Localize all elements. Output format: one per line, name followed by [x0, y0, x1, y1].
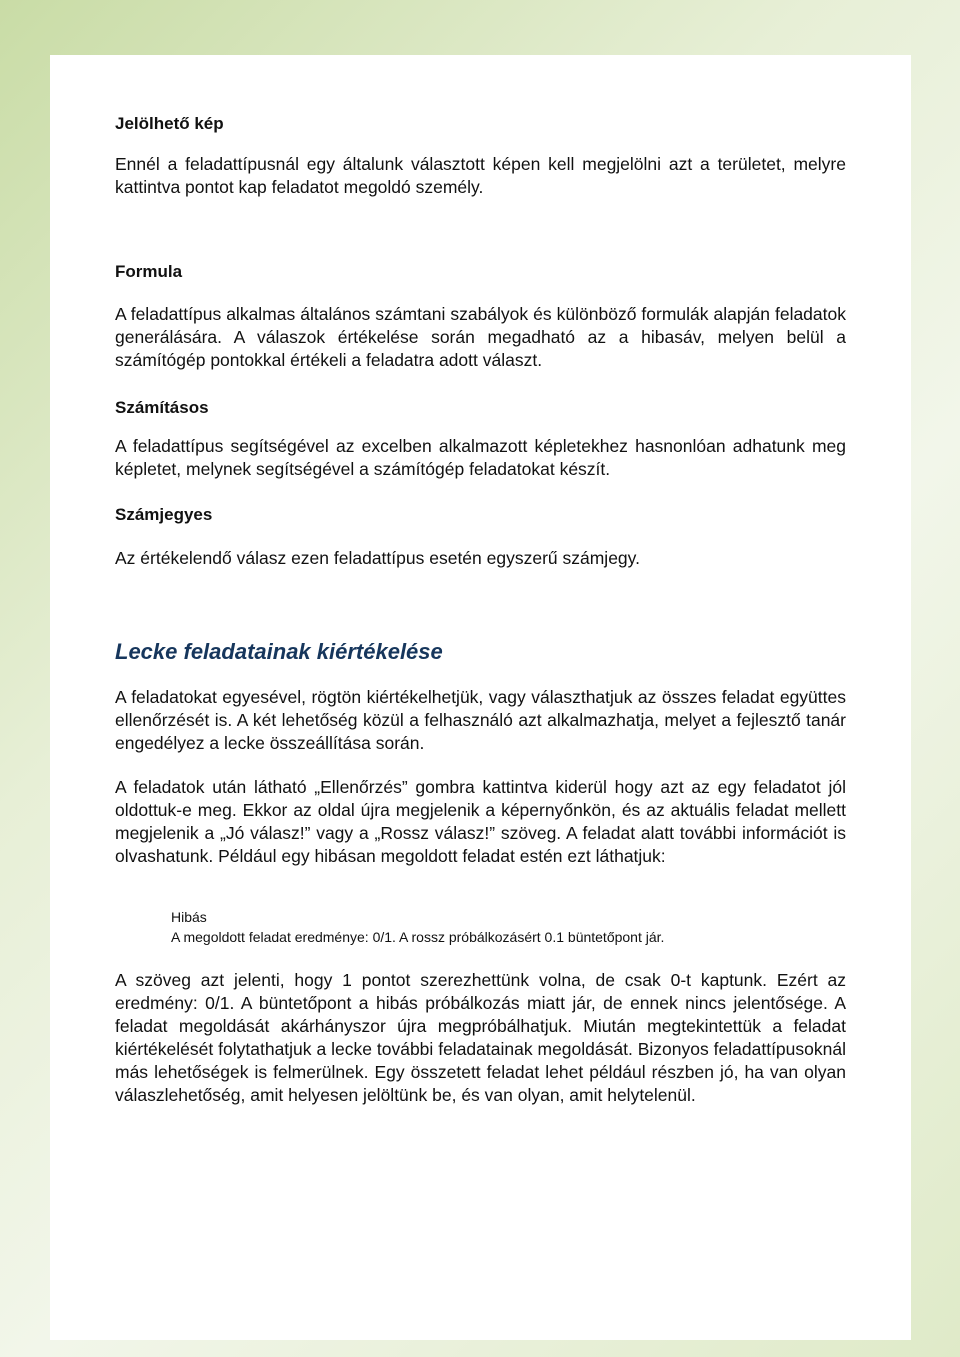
- section-title: Formula: [115, 262, 183, 281]
- section-szamitasos: [115, 397, 846, 419]
- section-title: Számításos: [115, 398, 209, 417]
- section-text: A feladattípus alkalmas általános számtani szabályok és különböző formulák alapján feladatok generálására. A válaszok értékelése során megadható az a hibasáv, melyen belül a számítógép pontokkal értékeli a feladatra adott választ.: [115, 304, 846, 370]
- lesson-heading-block: [115, 639, 846, 665]
- lesson-paragraph-3: [115, 969, 846, 1107]
- note-text: A megoldott feladat eredménye: 0/1. A rossz próbálkozásért 0.1 büntetőpont jár.: [171, 929, 665, 945]
- document-page: [50, 55, 911, 1340]
- section-text: A feladattípus segítségével az excelben alkalmazott képletekhez hasnonlóan adhatunk meg képletet, melynek segítségével a számítógép feladatokat készít.: [115, 436, 846, 479]
- section-text-block: [115, 435, 846, 481]
- section-title: Számjegyes: [115, 505, 213, 524]
- error-note: [171, 907, 846, 947]
- lesson-paragraph-1: [115, 686, 846, 755]
- section-text: Az értékelendő válasz ezen feladattípus esetén egyszerű számjegy.: [115, 548, 640, 568]
- paragraph-text: A feladatokat egyesével, rögtön kiértékelhetjük, vagy választhatjuk az összes feladat együttes ellenőrzését is. A két lehetőség közül a felhasználó azt alkalmazhatja, melyet a fejlesztő tanár engedélyez a lecke összeállítása során.: [115, 687, 846, 753]
- section-text-block: [115, 153, 846, 199]
- section-text-block: [115, 547, 846, 570]
- note-title: Hibás: [171, 909, 207, 925]
- paragraph-text: A feladatok után látható „Ellenőrzés” gombra kattintva kiderül hogy azt az egy feladatot jól oldottuk-e meg. Ekkor az oldal újra megjelenik a képernyőnkön, és az aktuális feladat mellett megjelenik a „Jó válasz!” vagy a „Rossz válasz!” szöveg. A feladat alatt további információt is olvashatunk. Például egy hibásan megoldott feladat estén ezt láthatjuk:: [115, 777, 846, 866]
- section-formula: [115, 261, 846, 283]
- section-text: Ennél a feladattípusnál egy általunk választott képen kell megjelölni azt a területet, melyre kattintva pontot kap feladatot megoldó személy.: [115, 154, 846, 197]
- lesson-paragraph-2: [115, 776, 846, 868]
- paragraph-text: A szöveg azt jelenti, hogy 1 pontot szerezhettünk volna, de csak 0-t kaptunk. Ezért az eredmény: 0/1. A büntetőpont a hibás próbálkozás miatt jár, de ennek nincs jelentősége. A feladat megoldását akárhányszor újra megpróbálhatjuk. Miután megtekintettük a feladat kiértékelését folytathatjuk a lecke további feladatainak megoldását. Bizonyos feladattípusoknál más lehetőségek is felmerülnek. Egy összetett feladat lehet például részben jó, ha van olyan válaszlehetőség, amit helyesen jelöltünk be, és van olyan, amit helytelenül.: [115, 970, 846, 1105]
- section-jelolheto-kep: [115, 113, 846, 135]
- lesson-title: Lecke feladatainak kiértékelése: [115, 639, 443, 664]
- section-title: Jelölhető kép: [115, 114, 224, 133]
- section-text-block: [115, 303, 846, 372]
- section-szamjegyes: [115, 504, 846, 526]
